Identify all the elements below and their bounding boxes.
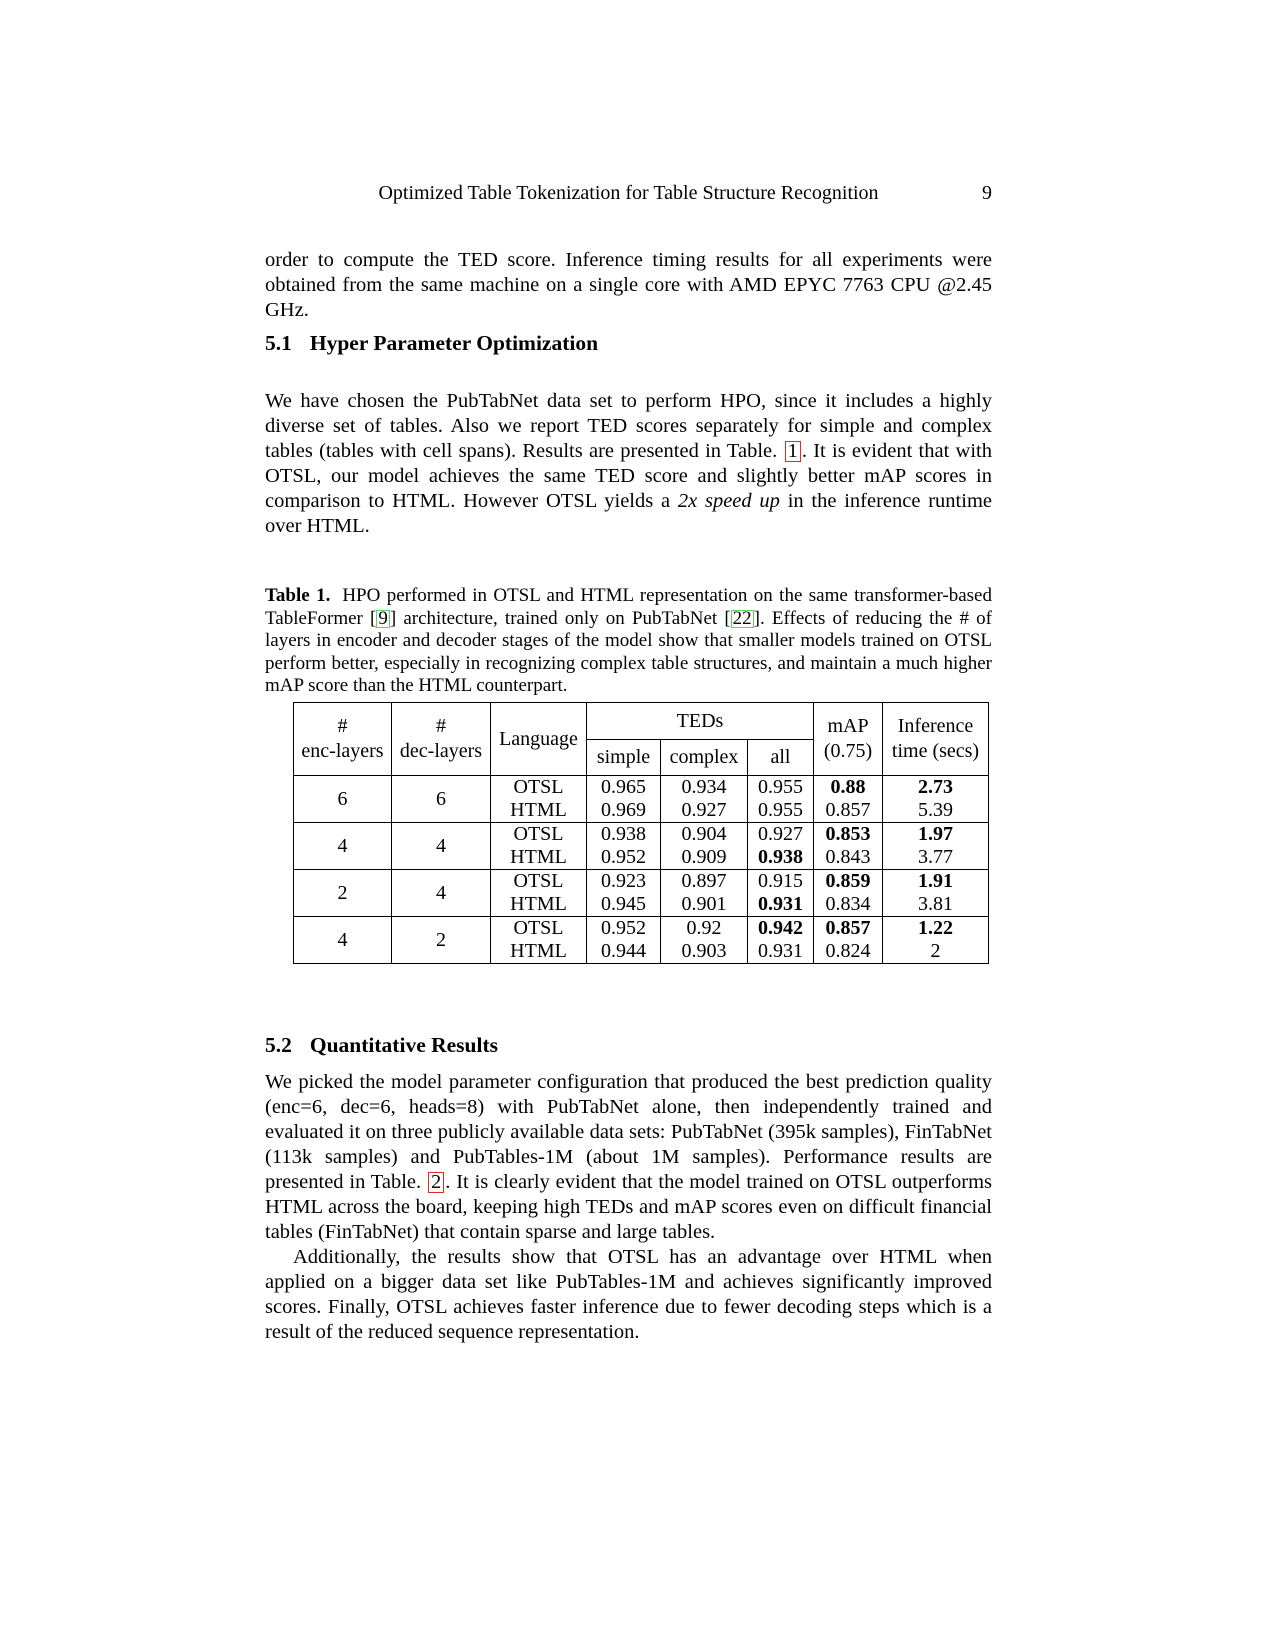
cell-map: 0.88 (814, 776, 883, 800)
section-title: Quantitative Results (309, 1033, 498, 1057)
cell-inference-time: 3.77 (883, 846, 989, 870)
cell-enc-layers: 6 (294, 776, 392, 823)
cell-teds-simple: 0.923 (587, 870, 661, 894)
text-run: We picked the model parameter configuration that produced the best prediction quality (enc=6, dec=6, heads=8) with PubTabNet alone, then independently trained and evaluated it on three publicly available data sets: PubTabNet (395k samples), FinTabNet (113k samples) and PubTables-1M (about 1M samples). Performance results are presented in Table. (265, 1071, 992, 1193)
text-run: ] architecture, trained only on PubTabNet [ (389, 607, 731, 629)
text-run: HPO performed in OTSL and HTML representation on the same transformer-based TableFormer [ (265, 585, 992, 629)
table1-body (294, 776, 989, 964)
cell-dec-layers: 6 (392, 776, 491, 823)
cell-map: 0.857 (814, 799, 883, 823)
cell-teds-simple: 0.944 (587, 940, 661, 964)
cell-map: 0.824 (814, 940, 883, 964)
cell-teds-complex: 0.897 (661, 870, 748, 894)
page-number: 9 (982, 182, 992, 204)
citation-link[interactable]: 9 (378, 607, 388, 629)
paragraph-5-1 (265, 389, 992, 539)
col-header-map (814, 703, 883, 776)
cell-map: 0.834 (814, 893, 883, 917)
cell-teds-complex: 0.901 (661, 893, 748, 917)
cell-inference-time: 2 (883, 940, 989, 964)
text-run: order to compute the TED score. Inference timing results for all experiments were obtained from the same machine on a single core with AMD EPYC 7763 CPU @2.45 GHz. (265, 248, 992, 321)
col-header-language: Language (491, 703, 587, 776)
cell-teds-complex: 0.927 (661, 799, 748, 823)
running-head (265, 182, 992, 205)
cell-teds-simple: 0.952 (587, 846, 661, 870)
col-header-simple: simple (587, 740, 661, 776)
cell-teds-complex: 0.904 (661, 823, 748, 847)
section-heading-5-1 (265, 331, 992, 356)
cell-inference-time: 1.22 (883, 917, 989, 941)
col-header-dec-layers (392, 703, 491, 776)
cell-enc-layers: 4 (294, 917, 392, 964)
italic-text: 2x speed up (677, 489, 780, 512)
citation-link[interactable]: 22 (732, 607, 752, 629)
text-run: We have chosen the PubTabNet data set to perform HPO, since it includes a highly diverse set of tables. Also we report TED scores separately for simple and complex tables (tables with cell spans). Results are presented in Table. (265, 389, 992, 462)
table1-caption (265, 585, 992, 698)
text-run: . It is clearly evident that the model trained on OTSL outperforms HTML across the board, keeping high TEDs and mAP scores even on difficult financial tables (FinTabNet) that contain sparse and large tables. (265, 1171, 992, 1243)
header-line: # (436, 715, 446, 737)
table-row (294, 823, 989, 847)
paragraph-5-2-a (265, 1070, 992, 1245)
header-line: Inference (897, 715, 974, 737)
table-row (294, 917, 989, 941)
cell-language: OTSL (491, 776, 587, 800)
table-header-row-1 (294, 703, 989, 740)
cell-inference-time: 1.91 (883, 870, 989, 894)
table1-head (294, 703, 989, 776)
header-line: time (secs) (891, 740, 980, 762)
col-header-teds: TEDs (587, 703, 814, 740)
running-head-title: Optimized Table Tokenization for Table Structure Recognition (378, 182, 879, 204)
cell-teds-all: 0.955 (748, 776, 814, 800)
header-line: (0.75) (823, 740, 873, 762)
cell-teds-all: 0.938 (748, 846, 814, 870)
col-header-enc-layers (294, 703, 392, 776)
cell-language: OTSL (491, 823, 587, 847)
cell-map: 0.857 (814, 917, 883, 941)
cell-inference-time: 2.73 (883, 776, 989, 800)
cell-teds-complex: 0.903 (661, 940, 748, 964)
cell-inference-time: 5.39 (883, 799, 989, 823)
cell-language: HTML (491, 799, 587, 823)
cell-dec-layers: 4 (392, 870, 491, 917)
cell-map: 0.859 (814, 870, 883, 894)
col-header-complex: complex (661, 740, 748, 776)
cell-teds-simple: 0.938 (587, 823, 661, 847)
text-run: in the inference runtime over HTML. (265, 489, 992, 537)
cell-teds-complex: 0.934 (661, 776, 748, 800)
cell-map: 0.843 (814, 846, 883, 870)
cell-teds-all: 0.915 (748, 870, 814, 894)
cell-teds-all: 0.931 (748, 940, 814, 964)
cell-teds-all: 0.955 (748, 799, 814, 823)
cell-dec-layers: 4 (392, 823, 491, 870)
table-ref-link[interactable]: 2 (428, 1172, 444, 1193)
header-line: enc-layers (301, 740, 384, 762)
caption-label: Table 1. (265, 585, 331, 606)
table-ref-link[interactable]: 1 (785, 441, 801, 462)
cell-language: HTML (491, 893, 587, 917)
section-5-2-text (265, 1070, 992, 1345)
cell-enc-layers: 2 (294, 870, 392, 917)
cell-inference-time: 1.97 (883, 823, 989, 847)
table1-container (293, 702, 989, 964)
section-title: Hyper Parameter Optimization (309, 331, 599, 355)
table-row (294, 870, 989, 894)
paragraph-intro (265, 248, 992, 323)
table-row (294, 776, 989, 800)
cell-map: 0.853 (814, 823, 883, 847)
cell-teds-all: 0.931 (748, 893, 814, 917)
section-heading-5-2 (265, 1033, 992, 1058)
header-line: mAP (827, 715, 869, 737)
section-number: 5.1 (265, 331, 292, 355)
cell-language: HTML (491, 940, 587, 964)
cell-language: HTML (491, 846, 587, 870)
cell-teds-all: 0.942 (748, 917, 814, 941)
cell-teds-complex: 0.909 (661, 846, 748, 870)
header-line: # (337, 715, 348, 737)
cell-teds-complex: 0.92 (661, 917, 748, 941)
col-header-inference (883, 703, 989, 776)
cell-teds-simple: 0.969 (587, 799, 661, 823)
cell-inference-time: 3.81 (883, 893, 989, 917)
header-line: dec-layers (399, 740, 483, 762)
cell-teds-all: 0.927 (748, 823, 814, 847)
cell-teds-simple: 0.945 (587, 893, 661, 917)
col-header-all: all (748, 740, 814, 776)
table1 (293, 702, 989, 964)
cell-language: OTSL (491, 917, 587, 941)
cell-language: OTSL (491, 870, 587, 894)
cell-dec-layers: 2 (392, 917, 491, 964)
text-run: . It is evident that with OTSL, our model achieves the same TED score and slightly better mAP scores in comparison to HTML. However OTSL yields a (265, 439, 992, 512)
text-run: ]. Effects of reducing the # of layers in encoder and decoder stages of the model show that smaller models trained on OTSL perform better, especially in recognizing complex table structures, and maintain a much higher mAP score than the HTML counterpart. (265, 607, 993, 696)
cell-teds-simple: 0.952 (587, 917, 661, 941)
cell-enc-layers: 4 (294, 823, 392, 870)
paragraph-5-2-b (265, 1245, 992, 1345)
text-run: Additionally, the results show that OTSL has an advantage over HTML when applied on a bigger data set like PubTables-1M and achieves significantly improved scores. Finally, OTSL achieves faster inference due to fewer decoding steps which is a result of the reduced sequence representation. (265, 1246, 992, 1343)
cell-teds-simple: 0.965 (587, 776, 661, 800)
section-number: 5.2 (265, 1033, 292, 1057)
